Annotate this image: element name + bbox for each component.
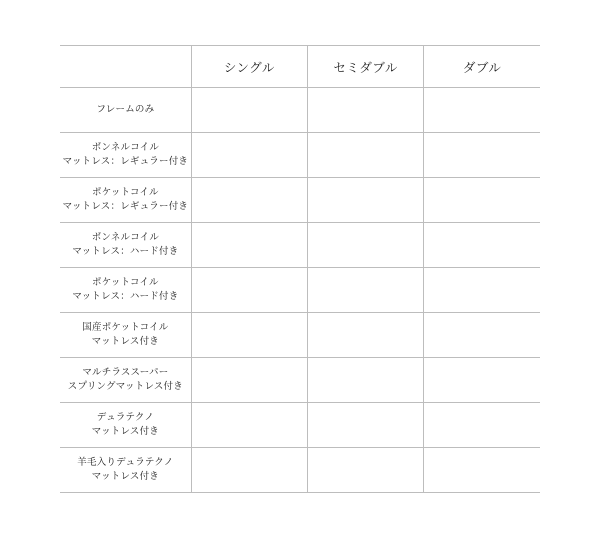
- row-label-line-1: ボンネルコイル: [91, 142, 160, 153]
- table-row: [60, 223, 540, 268]
- header-single: シングル: [191, 46, 307, 88]
- table-row: [60, 268, 540, 313]
- row-label-line-1: フレームのみ: [96, 104, 155, 115]
- row-label: [60, 313, 191, 358]
- cell-single: [191, 223, 307, 268]
- cell-semi-double: [308, 133, 424, 178]
- row-label: [60, 223, 191, 268]
- cell-double: [424, 178, 540, 223]
- cell-double: [424, 88, 540, 133]
- cell-single: [191, 448, 307, 493]
- table-row: [60, 313, 540, 358]
- cell-single: [191, 178, 307, 223]
- table-row: [60, 448, 540, 493]
- row-label-line-1: デュラテクノ: [96, 412, 155, 423]
- row-label-line-2: マットレス：ハード付き: [72, 246, 179, 257]
- row-label-line-1: 羊毛入りデュラテクノ: [77, 457, 174, 468]
- cell-double: [424, 313, 540, 358]
- header-semi-double: セミダブル: [308, 46, 424, 88]
- row-label-line-2: マットレス付き: [91, 471, 159, 482]
- cell-single: [191, 358, 307, 403]
- cell-double: [424, 403, 540, 448]
- cell-semi-double: [308, 223, 424, 268]
- row-label-line-1: ポケットコイル: [92, 187, 159, 198]
- table-row: [60, 178, 540, 223]
- row-label: [60, 358, 191, 403]
- cell-single: [191, 268, 307, 313]
- row-label: [60, 133, 191, 178]
- cell-double: [424, 133, 540, 178]
- row-label-line-1: ボンネルコイル: [91, 232, 160, 243]
- cell-single: [191, 313, 307, 358]
- cell-semi-double: [308, 268, 424, 313]
- header-double: ダブル: [424, 46, 540, 88]
- row-label-line-2: マットレス：レギュラー付き: [62, 156, 189, 167]
- table-row: [60, 403, 540, 448]
- row-label: [60, 268, 191, 313]
- table-header-row: [60, 46, 540, 88]
- row-label-line-1: マルチラススーパー: [82, 367, 169, 378]
- row-label-line-1: ポケットコイル: [92, 277, 159, 288]
- table-row: [60, 358, 540, 403]
- row-label-line-2: マットレス付き: [91, 426, 159, 437]
- cell-double: [424, 358, 540, 403]
- cell-semi-double: [308, 358, 424, 403]
- row-label: [60, 88, 191, 133]
- cell-semi-double: [308, 313, 424, 358]
- cell-semi-double: [308, 403, 424, 448]
- cell-semi-double: [308, 178, 424, 223]
- cell-semi-double: [308, 88, 424, 133]
- cell-double: [424, 448, 540, 493]
- cell-single: [191, 88, 307, 133]
- cell-double: [424, 268, 540, 313]
- row-label: [60, 448, 191, 493]
- cell-double: [424, 223, 540, 268]
- table-row: [60, 133, 540, 178]
- row-label: [60, 178, 191, 223]
- table-row: [60, 88, 540, 133]
- cell-semi-double: [308, 448, 424, 493]
- row-label-line-2: マットレス：ハード付き: [72, 291, 179, 302]
- row-label-line-2: マットレス：レギュラー付き: [62, 201, 189, 212]
- row-label-line-2: マットレス付き: [91, 336, 159, 347]
- row-label-line-2: スプリングマットレス付き: [67, 381, 183, 392]
- cell-single: [191, 403, 307, 448]
- row-label: [60, 403, 191, 448]
- row-label-line-1: 国産ポケットコイル: [82, 322, 169, 333]
- size-price-table: [60, 45, 540, 493]
- cell-single: [191, 133, 307, 178]
- header-blank-cell: [60, 46, 191, 88]
